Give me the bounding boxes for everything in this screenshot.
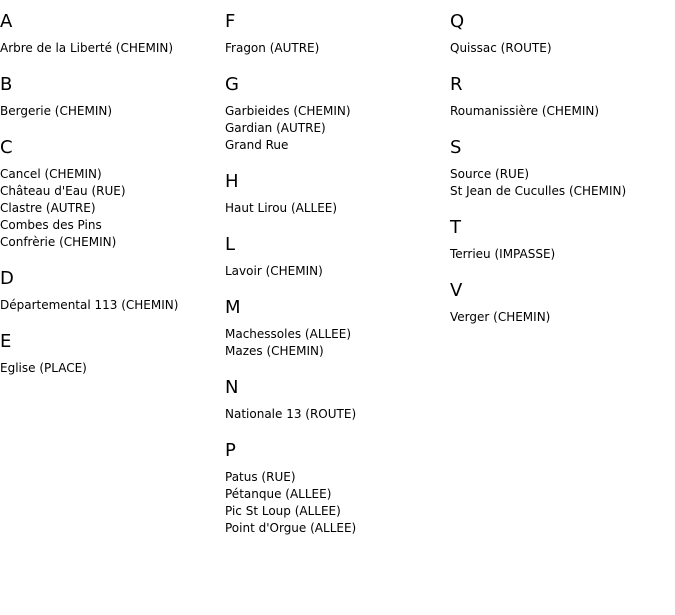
- street-item: Combes des Pins: [0, 218, 102, 232]
- street-list: [450, 166, 675, 200]
- letter-group-m: [225, 298, 450, 360]
- street-item: Patus (RUE): [225, 470, 296, 484]
- street-item: Source (RUE): [450, 167, 530, 181]
- street-item: Mazes (CHEMIN): [225, 344, 324, 358]
- street-item: Pic St Loup (ALLEE): [225, 504, 341, 518]
- street-item: Départemental 113 (CHEMIN): [0, 298, 179, 312]
- letter-group-g: [225, 75, 450, 154]
- letter-heading: L: [225, 234, 236, 255]
- street-list: [0, 297, 225, 314]
- street-item: Garbieides (CHEMIN): [225, 104, 351, 118]
- street-index-column-2: [225, 0, 450, 555]
- street-item: Machessoles (ALLEE): [225, 327, 352, 341]
- letter-heading: M: [225, 297, 242, 318]
- street-list: [450, 309, 675, 326]
- letter-heading: R: [450, 74, 464, 95]
- street-item: Eglise (PLACE): [0, 361, 87, 375]
- street-list: [225, 406, 450, 423]
- street-item: Cancel (CHEMIN): [0, 167, 102, 181]
- street-item: Fragon (AUTRE): [225, 41, 320, 55]
- street-item: Confrèrie (CHEMIN): [0, 235, 117, 249]
- street-item: Arbre de la Liberté (CHEMIN): [0, 41, 174, 55]
- street-list: [225, 263, 450, 280]
- street-list: [0, 103, 225, 120]
- letter-group-h: [225, 172, 450, 217]
- street-item: Lavoir (CHEMIN): [225, 264, 323, 278]
- letter-heading: E: [0, 331, 12, 352]
- street-item: Verger (CHEMIN): [450, 310, 551, 324]
- street-list: [225, 469, 450, 537]
- letter-group-b: [0, 75, 225, 120]
- letter-heading: C: [0, 137, 14, 158]
- letter-heading: A: [0, 11, 13, 32]
- street-item: Terrieu (IMPASSE): [450, 247, 556, 261]
- street-list: [450, 246, 675, 263]
- street-item: Grand Rue: [225, 138, 289, 152]
- letter-heading: T: [450, 217, 462, 238]
- street-item: Nationale 13 (ROUTE): [225, 407, 357, 421]
- letter-group-n: [225, 378, 450, 423]
- street-item: Bergerie (CHEMIN): [0, 104, 113, 118]
- letter-group-a: [0, 12, 225, 57]
- letter-group-t: [450, 218, 675, 263]
- letter-group-q: [450, 12, 675, 57]
- street-list: [0, 166, 225, 251]
- street-list: [450, 40, 675, 57]
- letter-heading: B: [0, 74, 13, 95]
- letter-heading: F: [225, 11, 236, 32]
- street-list: [450, 103, 675, 120]
- street-item: Pétanque (ALLEE): [225, 487, 332, 501]
- letter-heading: V: [450, 280, 463, 301]
- letter-group-d: [0, 269, 225, 314]
- street-list: [0, 360, 225, 377]
- street-list: [225, 103, 450, 154]
- street-item: Quissac (ROUTE): [450, 41, 552, 55]
- letter-group-p: [225, 441, 450, 537]
- letter-heading: S: [450, 137, 462, 158]
- street-list: [225, 40, 450, 57]
- letter-group-e: [0, 332, 225, 377]
- letter-group-c: [0, 138, 225, 251]
- street-item: Roumanissière (CHEMIN): [450, 104, 600, 118]
- letter-heading: Q: [450, 11, 465, 32]
- letter-group-v: [450, 281, 675, 326]
- letter-heading: N: [225, 377, 239, 398]
- letter-group-r: [450, 75, 675, 120]
- street-list: [225, 326, 450, 360]
- letter-group-f: [225, 12, 450, 57]
- street-item: St Jean de Cuculles (CHEMIN): [450, 184, 627, 198]
- letter-heading: H: [225, 171, 240, 192]
- street-list: [225, 200, 450, 217]
- letter-group-s: [450, 138, 675, 200]
- street-item: Gardian (AUTRE): [225, 121, 326, 135]
- street-index-column-1: [0, 0, 225, 395]
- street-item: Clastre (AUTRE): [0, 201, 96, 215]
- letter-heading: D: [0, 268, 15, 289]
- street-item: Point d'Orgue (ALLEE): [225, 521, 357, 535]
- letter-heading: P: [225, 440, 237, 461]
- letter-group-l: [225, 235, 450, 280]
- letter-heading: G: [225, 74, 240, 95]
- street-list: [0, 40, 225, 57]
- street-item: Haut Lirou (ALLEE): [225, 201, 338, 215]
- street-index-column-3: [450, 0, 675, 344]
- street-item: Château d'Eau (RUE): [0, 184, 126, 198]
